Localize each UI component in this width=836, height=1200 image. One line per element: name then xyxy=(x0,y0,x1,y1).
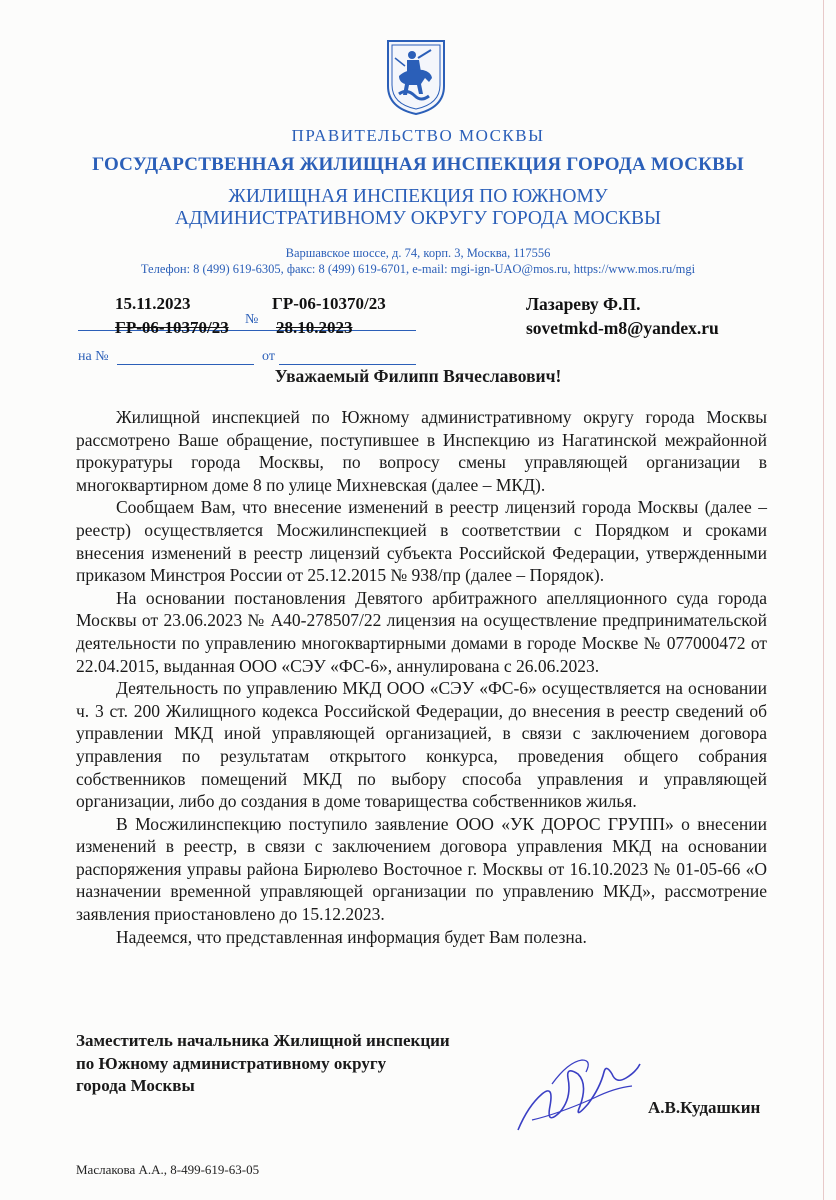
signatory-name: А.В.Кудашкин xyxy=(648,1098,761,1117)
reference-date-line xyxy=(279,364,416,365)
government-title: ПРАВИТЕЛЬСТВО МОСКВЫ xyxy=(291,126,545,145)
crossed-registration-date: 28.10.2023 xyxy=(276,318,353,337)
recipient-name: Лазареву Ф.П. xyxy=(526,294,641,314)
signatory-title-line2: по Южному административному округу xyxy=(76,1053,387,1073)
signatory-title xyxy=(76,1030,450,1098)
handwritten-signature-icon xyxy=(508,1054,648,1138)
paragraph: Деятельность по управлению МКД ООО «СЭУ «ФС-6» осуществляется на основании ч. 3 ст. 200 Жилищного кодекса Российской Федерации, до внесения в реестр сведений об управлении МКД иной управляющей организацией, в связи с заключением договора управления по результатам открытого конкурса, проведения общего собрания собственников помещений МКД по выбору способа управления и управляющей организации, либо до создания в доме товарищества собственников жилья. xyxy=(76,678,767,812)
signatory-title-line3: города Москвы xyxy=(76,1076,195,1096)
greeting: Уважаемый Филипп Вячеславович! xyxy=(274,366,562,386)
reference-number-line xyxy=(117,364,254,365)
department-title-line2: АДМИНИСТРАТИВНОМУ ОКРУГУ ГОРОДА МОСКВЫ xyxy=(174,208,661,229)
registration-number: ГР-06-10370/23 xyxy=(272,294,386,313)
registration-date: 15.11.2023 xyxy=(115,294,191,313)
executor-contact: Маслакова А.А., 8-499-619-63-05 xyxy=(76,1162,260,1177)
department-contacts: Телефон: 8 (499) 619-6305, факс: 8 (499) 619-6701, e-mail: mgi-ign-UAO@mos.ru, https://www.mos.ru/mgi xyxy=(140,262,696,276)
paragraph: Жилищной инспекцией по Южному административному округу города Москвы рассмотрено Ваше обращение, поступившее в Инспекцию из Нагатинской межрайонной прокуратуры города Москвы, по вопросу смены управляющей организации в многоквартирном доме 8 по улице Михневская (далее – МКД). xyxy=(76,407,767,495)
letter-body xyxy=(76,406,767,948)
paragraph: В Мосжилинспекцию поступило заявление ООО «УК ДОРОС ГРУПП» о внесении изменений в реестр, в связи с заключением договора управления МКД на основании распоряжения управы района Бирюлево Восточное г. Москвы от 16.10.2023 № 01-05-66 «О назначении временной управляющей организации по управлению МКД», рассмотрение заявления приостановлено до 15.12.2023. xyxy=(76,813,767,925)
reference-date-label: от xyxy=(262,349,275,364)
department-title-line1: ЖИЛИЩНАЯ ИНСПЕКЦИЯ ПО ЮЖНОМУ xyxy=(228,186,608,207)
paragraph: Надеемся, что представленная информация будет Вам полезна. xyxy=(116,926,587,947)
recipient-email: sovetmkd-m8@yandex.ru xyxy=(526,318,719,338)
department-address: Варшавское шоссе, д. 74, корп. 3, Москва, 117556 xyxy=(285,246,551,260)
moscow-coat-of-arms-icon xyxy=(385,38,447,116)
inspection-title: ГОСУДАРСТВЕННАЯ ЖИЛИЩНАЯ ИНСПЕКЦИЯ ГОРОДА МОСКВЫ xyxy=(92,154,744,175)
paragraph: Сообщаем Вам, что внесение изменений в реестр лицензий города Москвы (далее – реестр) осуществляется Мосжилинспекцией в соответствии с Порядком и сроками внесения изменений в реестр лицензий субъекта Российской Федерации, утвержденными приказом Минстроя России от 25.12.2015 № 938/пр (далее – Порядок). xyxy=(76,497,767,586)
paragraph: На основании постановления Девятого арбитражного апелляционного суда города Москвы от 23.06.2023 № А40-278507/22 лицензия на осуществление предпринимательской деятельности по управлению многоквартирными домами в городе Москве № 077000472 от 22.04.2015, выданная ООО «СЭУ «ФС-6», аннулирована с 26.06.2023. xyxy=(76,587,767,676)
crossed-registration-number: ГР-06-10370/23 xyxy=(115,318,229,337)
number-label: № xyxy=(245,312,259,327)
signatory-title-line1: Заместитель начальника Жилищной инспекции xyxy=(76,1031,450,1050)
page-edge-line xyxy=(823,0,824,1200)
reference-number-label: на № xyxy=(78,349,109,364)
